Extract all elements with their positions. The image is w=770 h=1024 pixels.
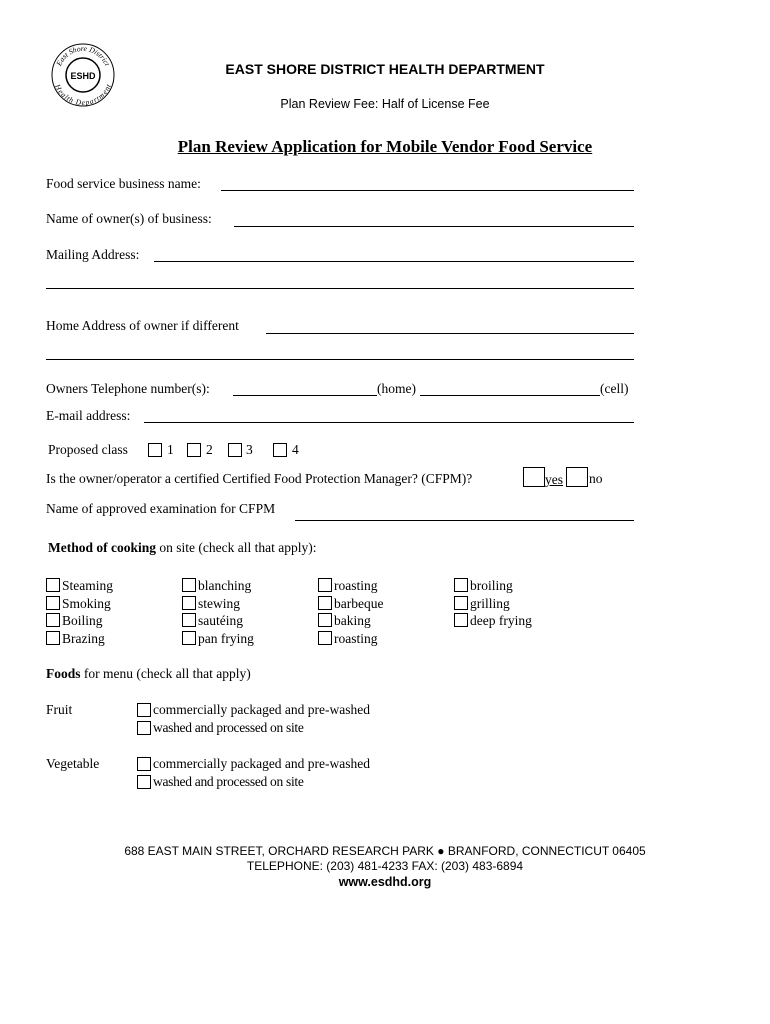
vegetable-onsite-checkbox[interactable] [137,775,151,789]
form-title: Plan Review Application for Mobile Vendor Food Service [177,137,593,156]
vegetable-commercial-checkbox[interactable] [137,757,151,771]
cooking-option-label: blanching [198,578,252,593]
cooking-option-label: sautéing [198,613,243,629]
cooking-checkbox[interactable] [182,578,196,592]
cfpm-question: Is the owner/operator a certified Certified Food Protection Manager? (CFPM)? [46,471,473,486]
email-label: E-mail address: [46,408,131,423]
svg-text:East Shore District: East Shore District [54,43,112,68]
home-address-label: Home Address of owner if different [46,318,239,333]
cooking-checkbox[interactable] [182,631,196,645]
cooking-option-label: Boiling [62,613,103,629]
footer-address: 688 EAST MAIN STREET, ORCHARD RESEARCH PARK ● BRANFORD, CONNECTICUT 06405 [124,844,646,858]
cooking-checkbox[interactable] [182,613,196,627]
foods-heading: Foods for menu (check all that apply) [46,666,251,681]
cooking-checkbox[interactable] [46,578,60,592]
fruit-commercial-label: commercially packaged and pre-washed [153,702,371,717]
cooking-checkbox[interactable] [46,613,60,627]
cfpm-no-checkbox[interactable] [566,467,588,487]
fruit-onsite-label: washed and processed on site [153,720,304,735]
home-phone-label: (home) [377,381,416,396]
cell-phone-label: (cell) [600,381,629,396]
fruit-commercial-checkbox[interactable] [137,703,151,717]
cooking-option-label: Brazing [62,631,105,647]
cooking-option-label: Steaming [62,578,113,593]
owner-name-label: Name of owner(s) of business: [46,211,212,226]
telephone-label: Owners Telephone number(s): [46,381,210,396]
email-input[interactable] [144,422,634,423]
footer-phone: TELEPHONE: (203) 481-4233 FAX: (203) 483-6894 [246,859,524,873]
cfpm-exam-input[interactable] [295,520,634,521]
footer-website[interactable]: www.esdhd.org [338,875,432,889]
cooking-option-label: grilling [470,595,510,611]
mailing-address-input-line2[interactable] [46,288,634,289]
class-2-checkbox[interactable] [187,443,201,457]
cooking-checkbox[interactable] [454,613,468,627]
cooking-option-label: roasting [334,578,378,593]
fruit-label: Fruit [46,702,73,717]
class-4-checkbox[interactable] [273,443,287,457]
class-1-label: 1 [167,442,174,457]
cooking-heading: Method of cooking on site (check all that apply): [48,540,317,555]
fruit-onsite-checkbox[interactable] [137,721,151,735]
class-3-checkbox[interactable] [228,443,242,457]
svg-text:ESHD: ESHD [70,71,96,81]
fee-note: Plan Review Fee: Half of License Fee [280,97,490,111]
owner-name-input[interactable] [234,226,634,227]
class-4-label: 4 [292,442,299,457]
business-name-label: Food service business name: [46,176,201,191]
vegetable-commercial-label: commercially packaged and pre-washed [153,756,371,771]
mailing-address-input[interactable] [154,261,634,262]
cooking-checkbox[interactable] [46,596,60,610]
mailing-address-label: Mailing Address: [46,247,140,262]
cell-phone-input[interactable] [420,395,600,396]
cfpm-yes-checkbox[interactable] [523,467,545,487]
cooking-option-label: pan frying [198,631,254,647]
home-phone-input[interactable] [233,395,377,396]
svg-text:Health Department: Health Department [53,82,113,108]
cooking-option-label: baking [334,613,371,629]
class-1-checkbox[interactable] [148,443,162,457]
cooking-checkbox[interactable] [318,578,332,592]
class-2-label: 2 [206,442,213,457]
cooking-checkbox[interactable] [318,631,332,645]
cooking-option-label: deep frying [470,613,532,629]
business-name-input[interactable] [221,190,634,191]
cfpm-yes-label: yes [545,472,563,487]
cooking-option-label: Smoking [62,595,111,611]
cooking-checkbox[interactable] [182,596,196,610]
class-3-label: 3 [246,442,253,457]
cooking-option-label: stewing [198,595,240,611]
cooking-option-label: broiling [470,578,513,593]
cooking-checkbox[interactable] [454,578,468,592]
cooking-checkbox[interactable] [454,596,468,610]
vegetable-label: Vegetable [46,756,100,771]
cfpm-no-label: no [589,471,603,486]
cooking-checkbox[interactable] [318,613,332,627]
org-name: EAST SHORE DISTRICT HEALTH DEPARTMENT [225,61,545,77]
home-address-input[interactable] [266,333,634,334]
proposed-class-label: Proposed class [48,442,128,457]
cooking-checkbox[interactable] [318,596,332,610]
home-address-input-line2[interactable] [46,359,634,360]
vegetable-onsite-label: washed and processed on site [153,774,304,789]
cooking-checkbox[interactable] [46,631,60,645]
cfpm-exam-label: Name of approved examination for CFPM [46,501,276,516]
cooking-option-label: roasting [334,631,378,647]
cooking-option-label: barbeque [334,595,384,611]
